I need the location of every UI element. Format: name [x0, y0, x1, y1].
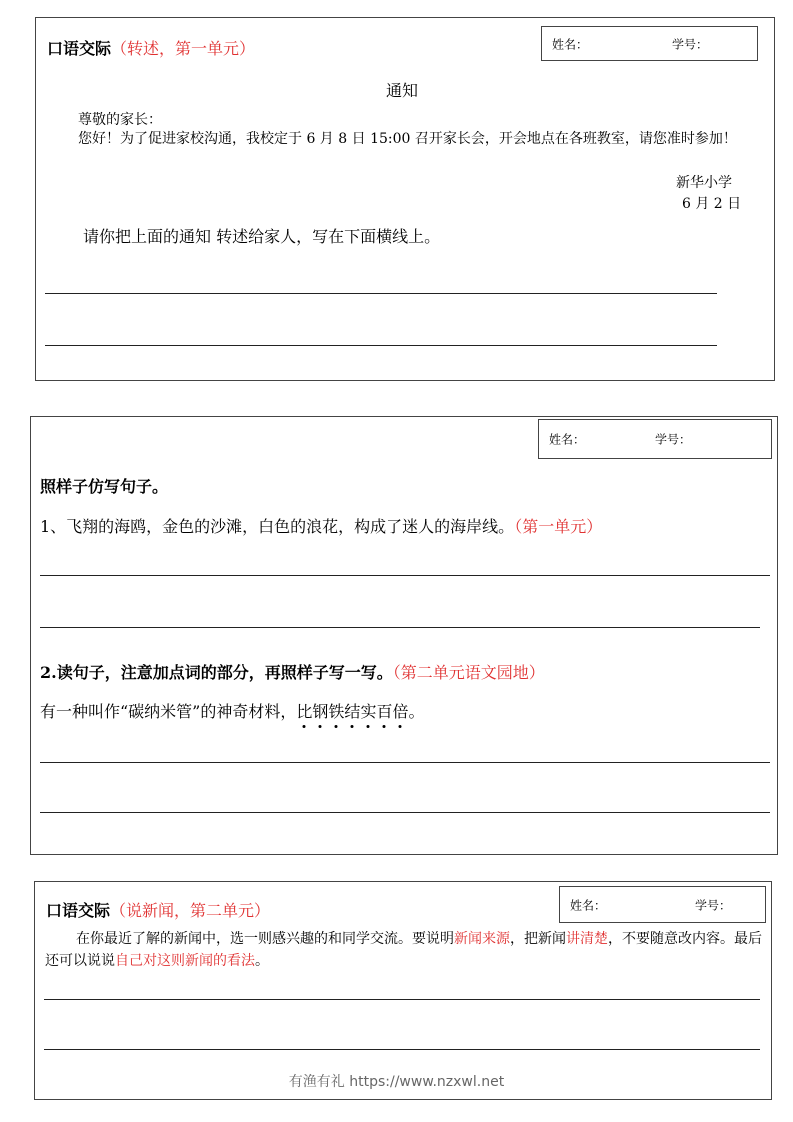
card-sentence-imitation — [30, 416, 778, 855]
dotted-char: 倍 — [392, 699, 408, 722]
card-news-talk — [34, 881, 772, 1100]
card2-name-box — [538, 419, 772, 459]
answer-line[interactable] — [40, 812, 770, 813]
card1-title-tag: （转述，第一单元） — [111, 39, 256, 58]
notice-greeting: 尊敬的家长： — [78, 112, 162, 128]
instr-part: 在你最近了解的新闻中，选一则感兴趣的和同学交流。要说明 — [76, 931, 454, 947]
example-plain: 有一种叫作“碳纳米管”的神奇材料， — [40, 702, 297, 721]
card3-title-text: 口语交际 — [46, 901, 111, 920]
highlight-own-opinion: 自己对这则新闻的看法 — [115, 953, 255, 969]
name-label: 姓名： — [552, 37, 589, 51]
dotted-char: 结 — [344, 699, 360, 722]
card3-title — [46, 898, 270, 921]
card1-title-text: 口语交际 — [47, 39, 112, 58]
question-2-example — [40, 699, 425, 722]
card3-title-tag: （说新闻，第二单元） — [110, 901, 271, 920]
question-1 — [40, 514, 602, 537]
name-label: 姓名： — [549, 432, 586, 447]
footer-watermark: 有渔有礼 https://www.nzxwl.net — [288, 1074, 505, 1090]
question-2-text: 2.读句子，注意加点词的部分，再照样子写一写。 — [40, 663, 393, 682]
highlight-news-source: 新闻来源 — [454, 931, 510, 947]
highlight-explain-clearly: 讲清楚 — [566, 931, 608, 947]
card3-name-box — [559, 886, 766, 923]
question-2-tag: （第二单元语文园地） — [392, 663, 545, 682]
dotted-char: 实 — [360, 699, 376, 722]
card2-heading: 照样子仿写句子。 — [40, 477, 169, 496]
card1-instruction: 请你把上面的通知 转述给家人，写在下面横线上。 — [83, 227, 441, 246]
answer-line[interactable] — [40, 627, 760, 628]
card1-name-box — [541, 26, 758, 61]
answer-line[interactable] — [45, 293, 717, 294]
card3-instruction — [45, 928, 765, 972]
card1-title — [47, 36, 255, 59]
instr-part: 。 — [255, 953, 269, 969]
dotted-char: 百 — [376, 699, 392, 722]
notice-heading: 通知 — [386, 81, 419, 100]
answer-line[interactable] — [45, 345, 717, 346]
notice-sign-date: 6 月 2 日 — [682, 196, 742, 212]
answer-line[interactable] — [40, 762, 770, 763]
instr-part: ，不要随意改内容。最后还可以说说 — [45, 931, 762, 969]
instr-part: ，把新闻 — [510, 931, 566, 947]
example-end: 。 — [408, 702, 425, 721]
answer-line[interactable] — [44, 1049, 760, 1050]
id-label: 学号： — [695, 898, 732, 912]
id-label: 学号： — [672, 37, 709, 51]
notice-body: 您好！为了促进家校沟通，我校定于 6 月 8 日 15:00 召开家长会，开会地点在各班教室，请您准时参加！ — [78, 131, 737, 147]
dotted-char: 钢 — [312, 699, 328, 722]
answer-line[interactable] — [40, 575, 770, 576]
notice-sign-school: 新华小学 — [676, 175, 732, 191]
card-retell-notice — [35, 17, 775, 381]
dotted-char: 比 — [296, 699, 312, 722]
question-2 — [40, 660, 545, 683]
name-label: 姓名： — [570, 898, 607, 912]
dotted-char: 铁 — [328, 699, 344, 722]
answer-line[interactable] — [44, 999, 760, 1000]
question-1-tag: （第一单元） — [514, 517, 603, 536]
question-1-text: 1、飞翔的海鸥，金色的沙滩，白色的浪花，构成了迷人的海岸线。 — [40, 517, 515, 536]
id-label: 学号： — [655, 432, 692, 447]
